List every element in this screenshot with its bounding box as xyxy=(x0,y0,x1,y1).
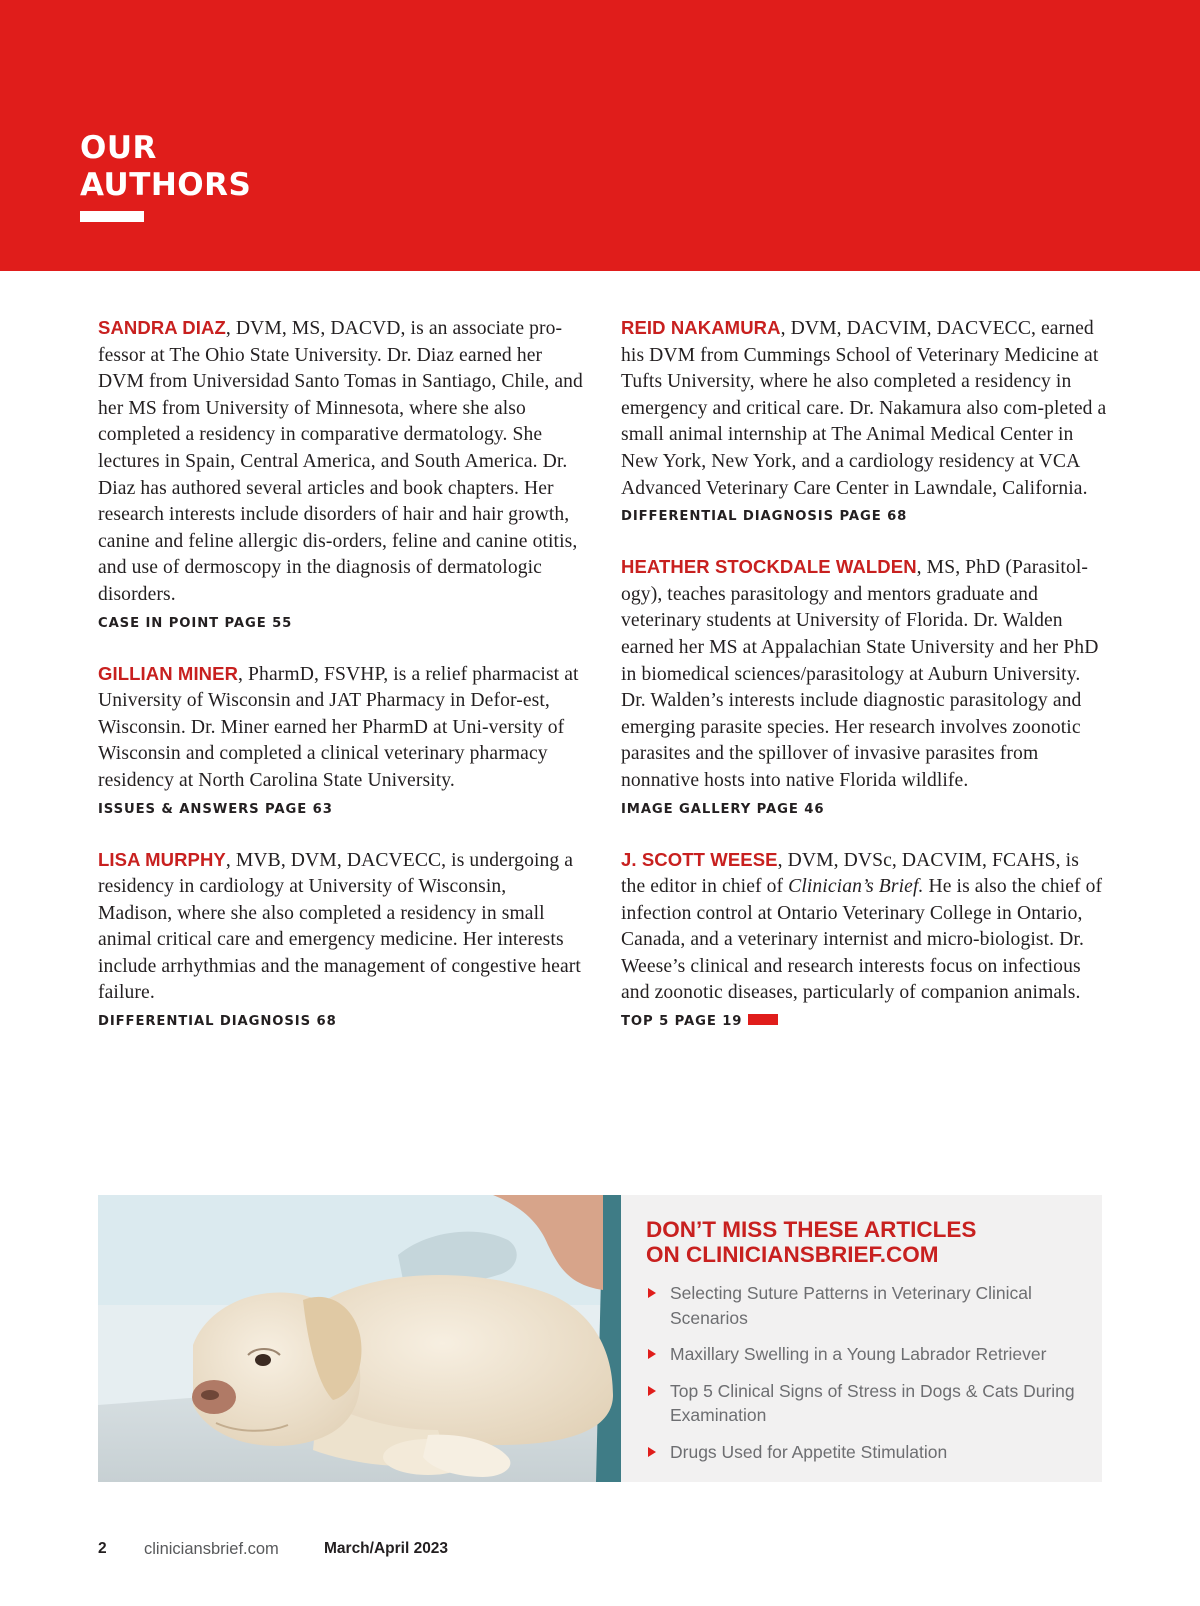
author-bio xyxy=(98,847,584,1032)
author-name: HEATHER STOCKDALE WALDEN xyxy=(621,556,917,578)
page-title-line-1: OUR xyxy=(80,130,157,166)
author-bio-text: , MVB, DVM, DACVECC, is undergoing a residency in cardiology at University of Wisconsin, Madison, where she also completed a residency in small animal critical care and emergency medicine. Her interests include arrhythmias and the management of congestive heart failure. xyxy=(98,849,581,1004)
authors-column-left xyxy=(98,315,584,1059)
author-bio xyxy=(621,847,1107,1032)
author-bio xyxy=(98,661,584,819)
end-mark-icon xyxy=(748,1014,778,1025)
author-name: LISA MURPHY xyxy=(98,848,226,870)
publication-title: Clinician’s Brief. xyxy=(788,876,924,898)
authors-column-right xyxy=(621,315,1107,1059)
article-list xyxy=(646,1281,1076,1464)
article-link[interactable] xyxy=(646,1281,1076,1330)
article-link[interactable] xyxy=(646,1440,1076,1465)
author-name: SANDRA DIAZ xyxy=(98,317,226,338)
author-bio-text: , DVM, DACVIM, DACVECC, earned his DVM from Cummings School of Veterinary Medicine at Tufts University, where he also completed a residency in emergency and critical care. Dr. Nakamura also com-pleted a small animal internship at The Animal Medical Center in New York, New York, and a cardiology residency at VCA Advanced Veterinary Care Center in Lawndale, California. xyxy=(621,318,1107,499)
author-name: REID NAKAMURA xyxy=(621,317,781,338)
header-banner xyxy=(0,0,1200,271)
dog-photo xyxy=(98,1195,621,1482)
page-number: 2 xyxy=(98,1540,107,1557)
author-bio xyxy=(621,554,1107,818)
article-link-label: Drugs Used for Appetite Stimulation xyxy=(670,1441,948,1462)
promo-title-line-2: ON CLINICIANSBRIEF.COM xyxy=(646,1242,939,1267)
labrador-illustration xyxy=(98,1195,621,1482)
site-link[interactable]: cliniciansbrief.com xyxy=(144,1540,279,1558)
author-bio-text: , DVM, DVSc, DACVIM, FCAHS, is the editor in chief of xyxy=(621,849,1079,898)
bullet-arrow-icon xyxy=(648,1447,656,1457)
article-reference xyxy=(621,1013,1107,1031)
promo-box xyxy=(98,1195,1102,1482)
page-title xyxy=(80,130,251,204)
author-name: GILLIAN MINER xyxy=(98,662,239,684)
article-link-label: Selecting Suture Patterns in Veterinary Clinical Scenarios xyxy=(670,1283,1032,1328)
article-link-label: Maxillary Swelling in a Young Labrador Retriever xyxy=(670,1344,1047,1364)
bullet-arrow-icon xyxy=(648,1288,656,1298)
article-reference: DIFFERENTIAL DIAGNOSIS PAGE 68 xyxy=(621,509,908,525)
author-bio xyxy=(621,315,1107,526)
issue-date: March/April 2023 xyxy=(324,1540,449,1557)
promo-title-line-1: DON’T MISS THESE ARTICLES xyxy=(646,1217,977,1242)
article-reference: IMAGE GALLERY PAGE 46 xyxy=(621,801,825,817)
article-link[interactable] xyxy=(646,1342,1076,1367)
article-link[interactable] xyxy=(646,1379,1076,1428)
title-underline xyxy=(80,211,144,222)
article-reference: CASE IN POINT PAGE 55 xyxy=(98,615,293,631)
promo-title xyxy=(646,1217,1076,1267)
author-bio-text: , DVM, MS, DACVD, is an associate pro-fessor at The Ohio State University. Dr. Diaz earned her DVM from Universidad Santo Tomas in Santiago, Chile, and her MS from University of Minnesota, where she also completed a residency in comparative dermatology. She lectures in Spain, Central America, and South America. Dr. Diaz has authored several articles and book chapters. Her research interests include disorders of hair and hair growth, canine and feline allergic dis-orders, feline and canine otitis, and use of dermoscopy in the diagnosis of dermatologic disorders. xyxy=(98,318,583,605)
bullet-arrow-icon xyxy=(648,1386,656,1396)
article-reference-text: TOP 5 PAGE 19 xyxy=(621,1014,743,1030)
author-name: J. SCOTT WEESE xyxy=(621,848,778,870)
bullet-arrow-icon xyxy=(648,1349,656,1359)
promo-panel xyxy=(646,1217,1076,1476)
author-bio-text: , PharmD, FSVHP, is a relief pharmacist at University of Wisconsin and JAT Pharmacy in Defor-est, Wisconsin. Dr. Miner earned her PharmD at Uni-versity of Wisconsin and completed a clinical veterinary pharmacy residency at North Carolina State University. xyxy=(98,663,579,791)
page-title-line-2: AUTHORS xyxy=(80,167,252,203)
article-reference: ISSUES & ANSWERS PAGE 63 xyxy=(98,801,333,817)
article-link-label: Top 5 Clinical Signs of Stress in Dogs & Cats During Examination xyxy=(670,1380,1075,1425)
author-bio-text: He is also the chief of infection control at Ontario Veterinary College in Ontario, Canada, and a veterinary internist and micro-biologist. Dr. Weese’s clinical and research interests focus on infectious and zoonotic diseases, particularly of companion animals. xyxy=(621,876,1103,1004)
author-bio-text: , MS, PhD (Parasitol-ogy), teaches parasitology and mentors graduate and veterinary students at University of Florida. Dr. Walden earned her MS at Appalachian State University and her PhD in biomedical sciences/parasitology at Auburn University. Dr. Walden’s interests include diagnostic parasitology and emerging parasite species. Her research involves zoonotic parasites and the spillover of invasive parasites from nonnative hosts into native Florida wildlife. xyxy=(621,557,1099,791)
article-reference: DIFFERENTIAL DIAGNOSIS 68 xyxy=(98,1014,337,1030)
author-bio xyxy=(98,315,584,633)
